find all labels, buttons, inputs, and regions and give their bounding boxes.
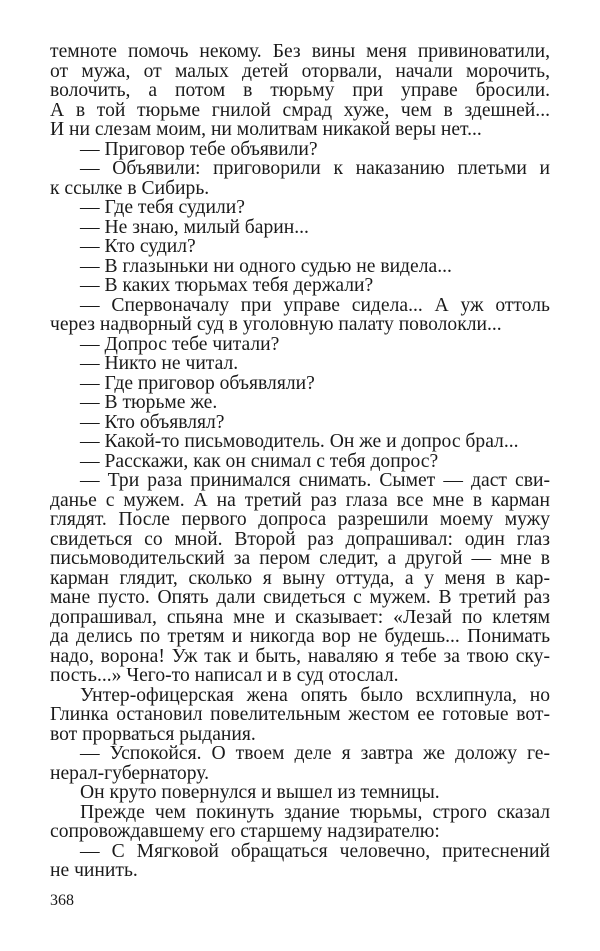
text-line: И ни слезам моим, ни молитвам никакой веры нет... xyxy=(50,119,482,140)
text-line: — Где приговор объявляли? xyxy=(80,372,315,394)
text-line: к ссылке в Сибирь. xyxy=(50,177,210,199)
text-line: через надворный суд в уголовную палату поволокли... xyxy=(50,314,502,335)
text-line: — Допрос тебе читали? xyxy=(80,333,280,355)
text-line: глядят. После первого допроса разрешили моему мужу xyxy=(50,509,550,530)
text-line: — Какой-то письмоводитель. Он же и допрос брал... xyxy=(80,431,519,452)
text-line: письмоводительский за пером следит, а другой — мне в xyxy=(50,548,550,569)
text-line: сопровождавшему его старшему надзирателю: xyxy=(50,821,440,842)
page-number: 368 xyxy=(50,892,74,909)
text-line: — Расскажи, как он снимал с тебя допрос? xyxy=(80,450,439,472)
text-line: темноте помочь некому. Без вины меня привиноватили, xyxy=(50,41,550,62)
text-line: Он круто повернулся и вышел из темницы. xyxy=(80,782,440,803)
text-line: — Успокойся. О твоем деле я завтра же доложу ге- xyxy=(80,743,550,764)
text-line: — Никто не читал. xyxy=(80,353,239,374)
text-line: да делись по третям и никогда вор не будешь... Понимать xyxy=(50,626,550,647)
text-line: данье с мужем. А на третий раз глаза все мне в карман xyxy=(50,489,550,511)
text-line: волочить, а потом в тюрьму при управе бросили. xyxy=(50,80,550,101)
text-line: нерал-губернатору. xyxy=(50,762,209,784)
text-line: допрашивал, спьяна мне и сказывает: «Лезай по клетям xyxy=(50,606,550,628)
text-line: — Приговор тебе объявили? xyxy=(80,138,318,160)
text-line: — Объявили: приговорили к наказанию плетьми и xyxy=(80,158,550,179)
text-line: не чинить. xyxy=(50,860,138,881)
text-line: Глинка остановил повелительным жестом ее готовые вот- xyxy=(50,704,550,725)
text-line: карман глядит, сколько я выну оттуда, а у меня в кар- xyxy=(50,567,550,589)
text-line: пость...» Чего-то написал и в суд отослал. xyxy=(50,665,399,686)
text-line: — В каких тюрьмах тебя держали? xyxy=(80,275,374,296)
text-line: — В тюрьме же. xyxy=(80,392,218,413)
text-line: надо, ворона! Уж так и быть, наваляю я тебе за твою ску- xyxy=(50,645,550,667)
text-line: — С Мягковой обращаться человечно, притеснений xyxy=(80,840,550,862)
text-line: — Не знаю, милый барин... xyxy=(80,216,309,238)
text-line: — В глазыньки ни одного судью не видела... xyxy=(80,255,452,277)
text-line: — Спервоначалу при управе сидела... А уж оттоль xyxy=(80,294,550,316)
text-line: вот прорваться рыдания. xyxy=(50,723,256,745)
book-page-text xyxy=(50,42,550,881)
text-line: — Кто судил? xyxy=(80,236,196,257)
text-line: мане пусто. Опять дали свидеться с мужем. В третий раз xyxy=(50,587,550,608)
text-line: — Где тебя судили? xyxy=(80,197,245,218)
text-line: — Кто объявлял? xyxy=(80,411,225,433)
text-line: Унтер-офицерская жена опять было всхлипнула, но xyxy=(80,684,550,706)
text-line: свидеться со мной. Второй раз допрашивал: один глаз xyxy=(50,528,550,550)
text-line: от мужа, от малых детей оторвали, начали морочить, xyxy=(50,60,550,82)
text-line: Прежде чем покинуть здание тюрьмы, строго сказал xyxy=(80,801,550,823)
text-line: А в той тюрьме гнилой смрад хуже, чем в здешней... xyxy=(50,99,550,121)
text-line: — Три раза принимался снимать. Сымет — даст сви- xyxy=(80,470,550,491)
